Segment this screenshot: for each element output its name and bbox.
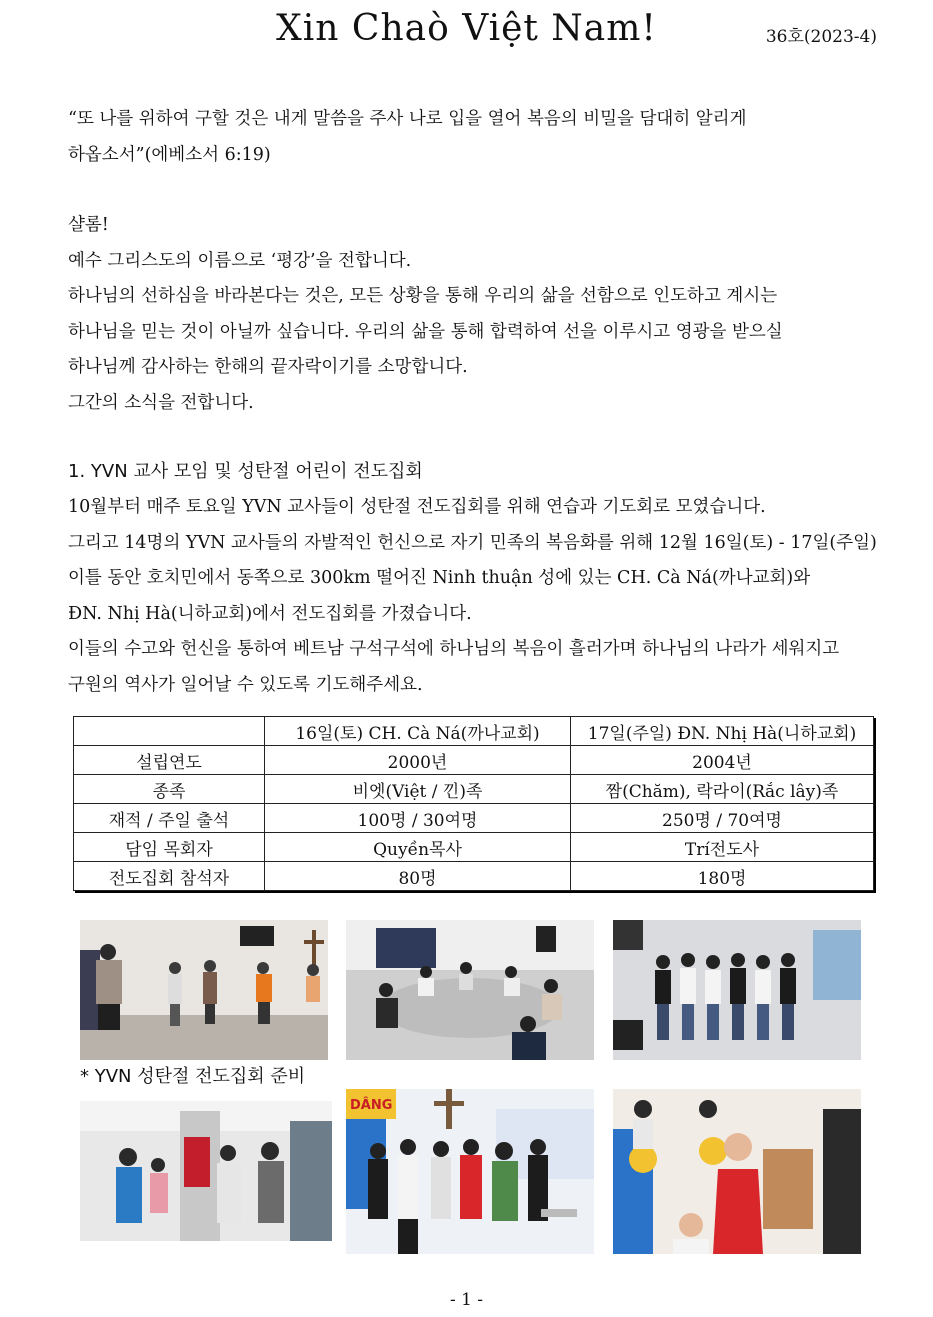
table-cell: 16일(토) CH. Cà Ná(까나교회)	[265, 717, 571, 746]
table-cell: 재적 / 주일 출석	[74, 804, 265, 833]
table-cell: 종족	[74, 775, 265, 804]
table-cell: 180명	[571, 862, 874, 891]
bible-verse	[68, 102, 880, 173]
body-line: 구원의 역사가 일어날 수 있도록 기도해주세요.	[68, 674, 423, 695]
table-row	[74, 775, 874, 804]
greeting-line: 예수 그리스도의 이름으로 ‘평강’을 전합니다.	[68, 250, 412, 271]
table-cell: 비엣(Việt / 낀)족	[265, 775, 571, 804]
table-row	[74, 862, 874, 891]
church-info-table	[73, 716, 874, 891]
photo-prayer-circle	[346, 920, 594, 1060]
table-cell: 짬(Chăm), 락라이(Rắc lây)족	[571, 775, 874, 804]
photo-group	[613, 920, 861, 1060]
photo-church-entrance	[80, 1101, 332, 1241]
photo-kids-performance	[613, 1089, 861, 1254]
page-number: - 1 -	[449, 1290, 484, 1310]
table-cell: 설립연도	[74, 746, 265, 775]
greeting-line: 하나님을 믿는 것이 아닐까 싶습니다. 우리의 삶을 통해 합력하여 선을 이루시고 영광을 받으실	[68, 321, 783, 342]
photo-caption: * YVN 성탄절 전도집회 준비	[80, 1066, 306, 1087]
table-cell: 전도집회 참석자	[74, 862, 265, 891]
table-header-row	[74, 717, 874, 746]
table-cell: 100명 / 30여명	[265, 804, 571, 833]
banner-text: DÂNG	[350, 1098, 393, 1113]
body-line: 그리고 14명의 YVN 교사들의 자발적인 헌신으로 자기 민족의 복음화를 위해 12월 16일(토) - 17일(주일)	[68, 532, 877, 553]
table-cell: 2004년	[571, 746, 874, 775]
greeting-block	[68, 208, 880, 421]
greeting-line: 하나님의 선하심을 바라본다는 것은, 모든 상황을 통해 우리의 삶을 선함으로 인도하고 계시는	[68, 286, 778, 306]
photo-stage-performance	[346, 1089, 594, 1254]
table-row	[74, 746, 874, 775]
body-line: 이틀 동안 호치민에서 동쪽으로 300km 떨어진 Ninh thuận 성에 있는 CH. Cà Ná(까나교회)와	[68, 568, 811, 588]
section-heading: 1. YVN 교사 모임 및 성탄절 어린이 전도집회	[68, 461, 423, 482]
body-line: 10월부터 매주 토요일 YVN 교사들이 성탄절 전도집회를 위해 연습과 기도회로 모였습니다.	[68, 497, 766, 517]
table-cell: Quyền목사	[265, 833, 571, 862]
body-line: 이들의 수고와 헌신을 통하여 베트남 구석구석에 하나님의 복음이 흘러가며 하나님의 나라가 세워지고	[68, 639, 840, 659]
table-cell: 담임 목회자	[74, 833, 265, 862]
table-cell	[74, 717, 265, 746]
photo-rehearsal-hall	[80, 920, 328, 1060]
greeting-line: 그간의 소식을 전합니다.	[68, 392, 254, 413]
table-cell: 2000년	[265, 746, 571, 775]
issue-number: 36호(2023-4)	[765, 27, 877, 47]
table-cell: 80명	[265, 862, 571, 891]
greeting-line: 하나님께 감사하는 한해의 끝자락이기를 소망합니다.	[68, 357, 468, 377]
table-row	[74, 833, 874, 862]
verse-line: “또 나를 위하여 구할 것은 내게 말씀을 주사 나로 입을 열어 복음의 비밀을 담대히 알리게	[68, 109, 747, 129]
table-row	[74, 804, 874, 833]
table-cell: Trí전도사	[571, 833, 874, 862]
section-body	[68, 490, 880, 703]
table-cell: 17일(주일) ĐN. Nhị Hà(니하교회)	[571, 717, 874, 746]
verse-line: 하옵소서”(에베소서 6:19)	[68, 144, 271, 165]
newsletter-title: Xin Chaò Việt Nam!	[276, 8, 657, 49]
table-cell: 250명 / 70여명	[571, 804, 874, 833]
body-line: ĐN. Nhị Hà(니하교회)에서 전도집회를 가졌습니다.	[68, 603, 472, 624]
greeting-line: 샬롬!	[68, 215, 109, 235]
